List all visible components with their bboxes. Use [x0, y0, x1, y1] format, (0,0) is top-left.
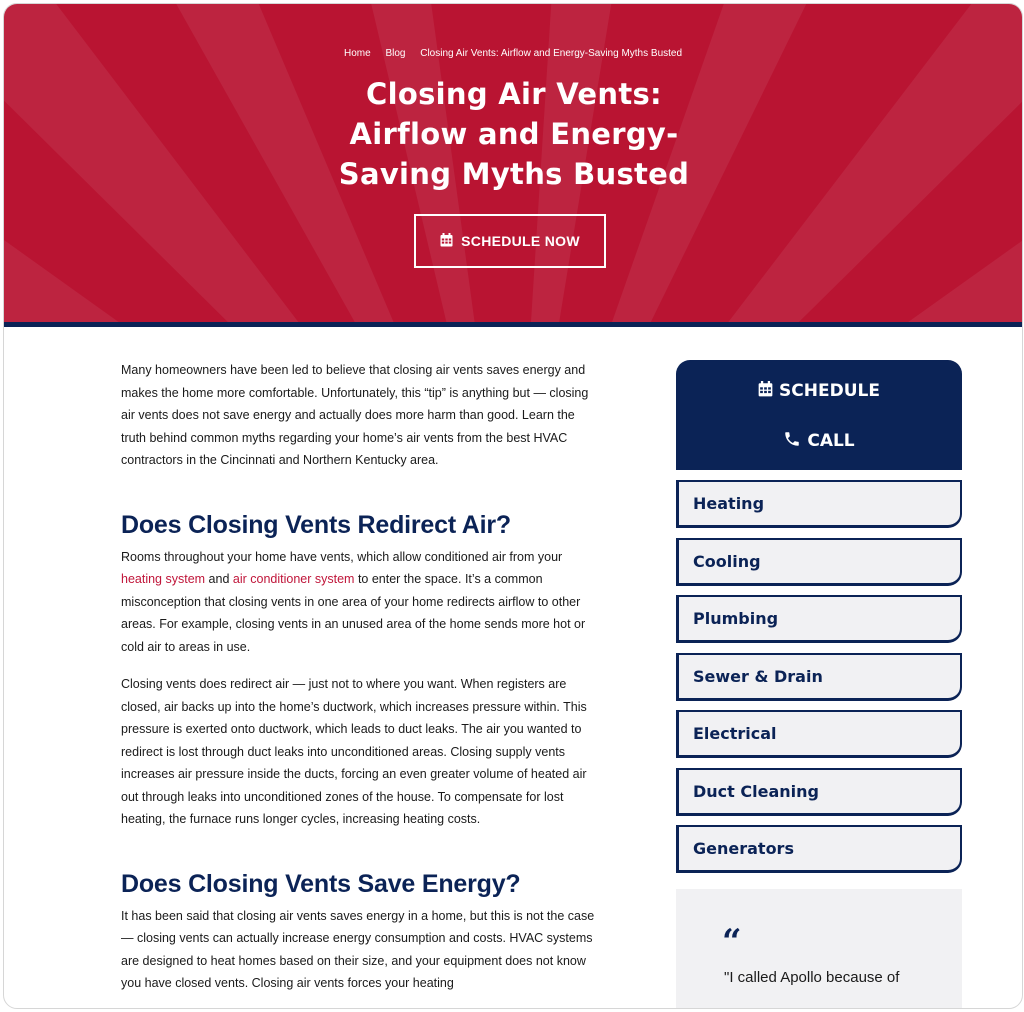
breadcrumb-current: Closing Air Vents: Airflow and Energy-Saving Myths Busted [420, 48, 683, 59]
schedule-now-label: SCHEDULE NOW [461, 233, 580, 249]
quote-icon: “ [722, 922, 742, 962]
service-link-generators[interactable]: Generators [676, 825, 962, 873]
breadcrumb-home-link[interactable]: Home [343, 48, 371, 59]
breadcrumb [4, 48, 1022, 59]
article-paragraph: Closing vents does redirect air — just not to where you want. When registers are closed, air backs up into the home’s ductwork, which increases pressure within. This pressure is exerted onto ductwork, which leads to duct leaks. The air you wanted to redirect is lost through duct leaks into unconditioned areas. Closing supply vents increases air pressure inside the ducts, forcing an even greater volume of heated air out through leaks into unconditioned zones of the house. To compensate for lost heating, the furnace runs longer cycles, increasing heating costs. [121, 677, 587, 826]
sidebar-cta-box [676, 360, 962, 470]
text-segment: and [205, 572, 233, 586]
service-link-cooling[interactable]: Cooling [676, 538, 962, 586]
air-conditioner-system-link[interactable]: air conditioner system [232, 572, 355, 586]
text-segment: Rooms throughout your home have vents, which allow conditioned air from your [121, 549, 563, 564]
breadcrumb-blog-link[interactable]: Blog [385, 48, 406, 59]
service-link-electrical[interactable]: Electrical [676, 710, 962, 758]
article-paragraph [121, 546, 601, 659]
service-link-duct-cleaning[interactable]: Duct Cleaning [676, 768, 962, 816]
text-segment: to enter the space. It’s a common misconception that closing vents in one area of your home redirects airflow to other areas. For example, closing vents in an unused area of the home sends more hot or cold air to areas in use. [121, 572, 586, 654]
calendar-icon [440, 233, 453, 250]
service-list [676, 480, 962, 873]
phone-icon [783, 430, 801, 453]
article-paragraph: It has been said that closing air vents saves energy in a home, but this is not the case — closing vents can actually increase energy consumption and costs. HVAC systems are designed to heat homes based on their size, and your equipment does not know you have closed vents. Closing air vents forces your heating [121, 908, 595, 990]
hero-banner [4, 4, 1022, 322]
page-title-line-2: Airflow and Energy- [349, 117, 679, 151]
service-link-plumbing[interactable]: Plumbing [676, 595, 962, 643]
article-body [121, 359, 601, 1009]
page-title-line-3: Saving Myths Busted [338, 157, 690, 191]
sidebar-call-label: CALL [807, 431, 855, 451]
schedule-now-button[interactable] [414, 214, 606, 268]
article-heading-energy: Does Closing Vents Save Energy? [121, 869, 521, 898]
article-intro: Many homeowners have been led to believe that closing air vents saves energy and makes the home more comfortable. Unfortunately, this “tip” is anything but — closing air vents does not save energy and actually does more harm than good. Learn the truth behind common myths regarding your home’s air vents from the best HVAC contractors in the Cincinnati and Northern Kentucky area. [121, 363, 589, 467]
page-title-line-1: Closing Air Vents: [366, 77, 662, 111]
testimonial-card [676, 889, 962, 1009]
service-link-heating[interactable]: Heating [676, 480, 962, 528]
sidebar-schedule-button[interactable] [676, 378, 962, 404]
sidebar-schedule-label: SCHEDULE [779, 381, 880, 401]
sidebar-call-button[interactable] [676, 428, 962, 454]
testimonial-text: "I called Apollo because of [724, 969, 900, 986]
sidebar [676, 360, 962, 1009]
hero-divider [4, 322, 1022, 327]
calendar-icon [758, 381, 773, 402]
heating-system-link[interactable]: heating system [121, 572, 206, 586]
service-link-sewer-drain[interactable]: Sewer & Drain [676, 653, 962, 701]
page-title [284, 74, 744, 194]
page-frame [3, 3, 1023, 1009]
article-heading-redirect: Does Closing Vents Redirect Air? [121, 510, 511, 539]
